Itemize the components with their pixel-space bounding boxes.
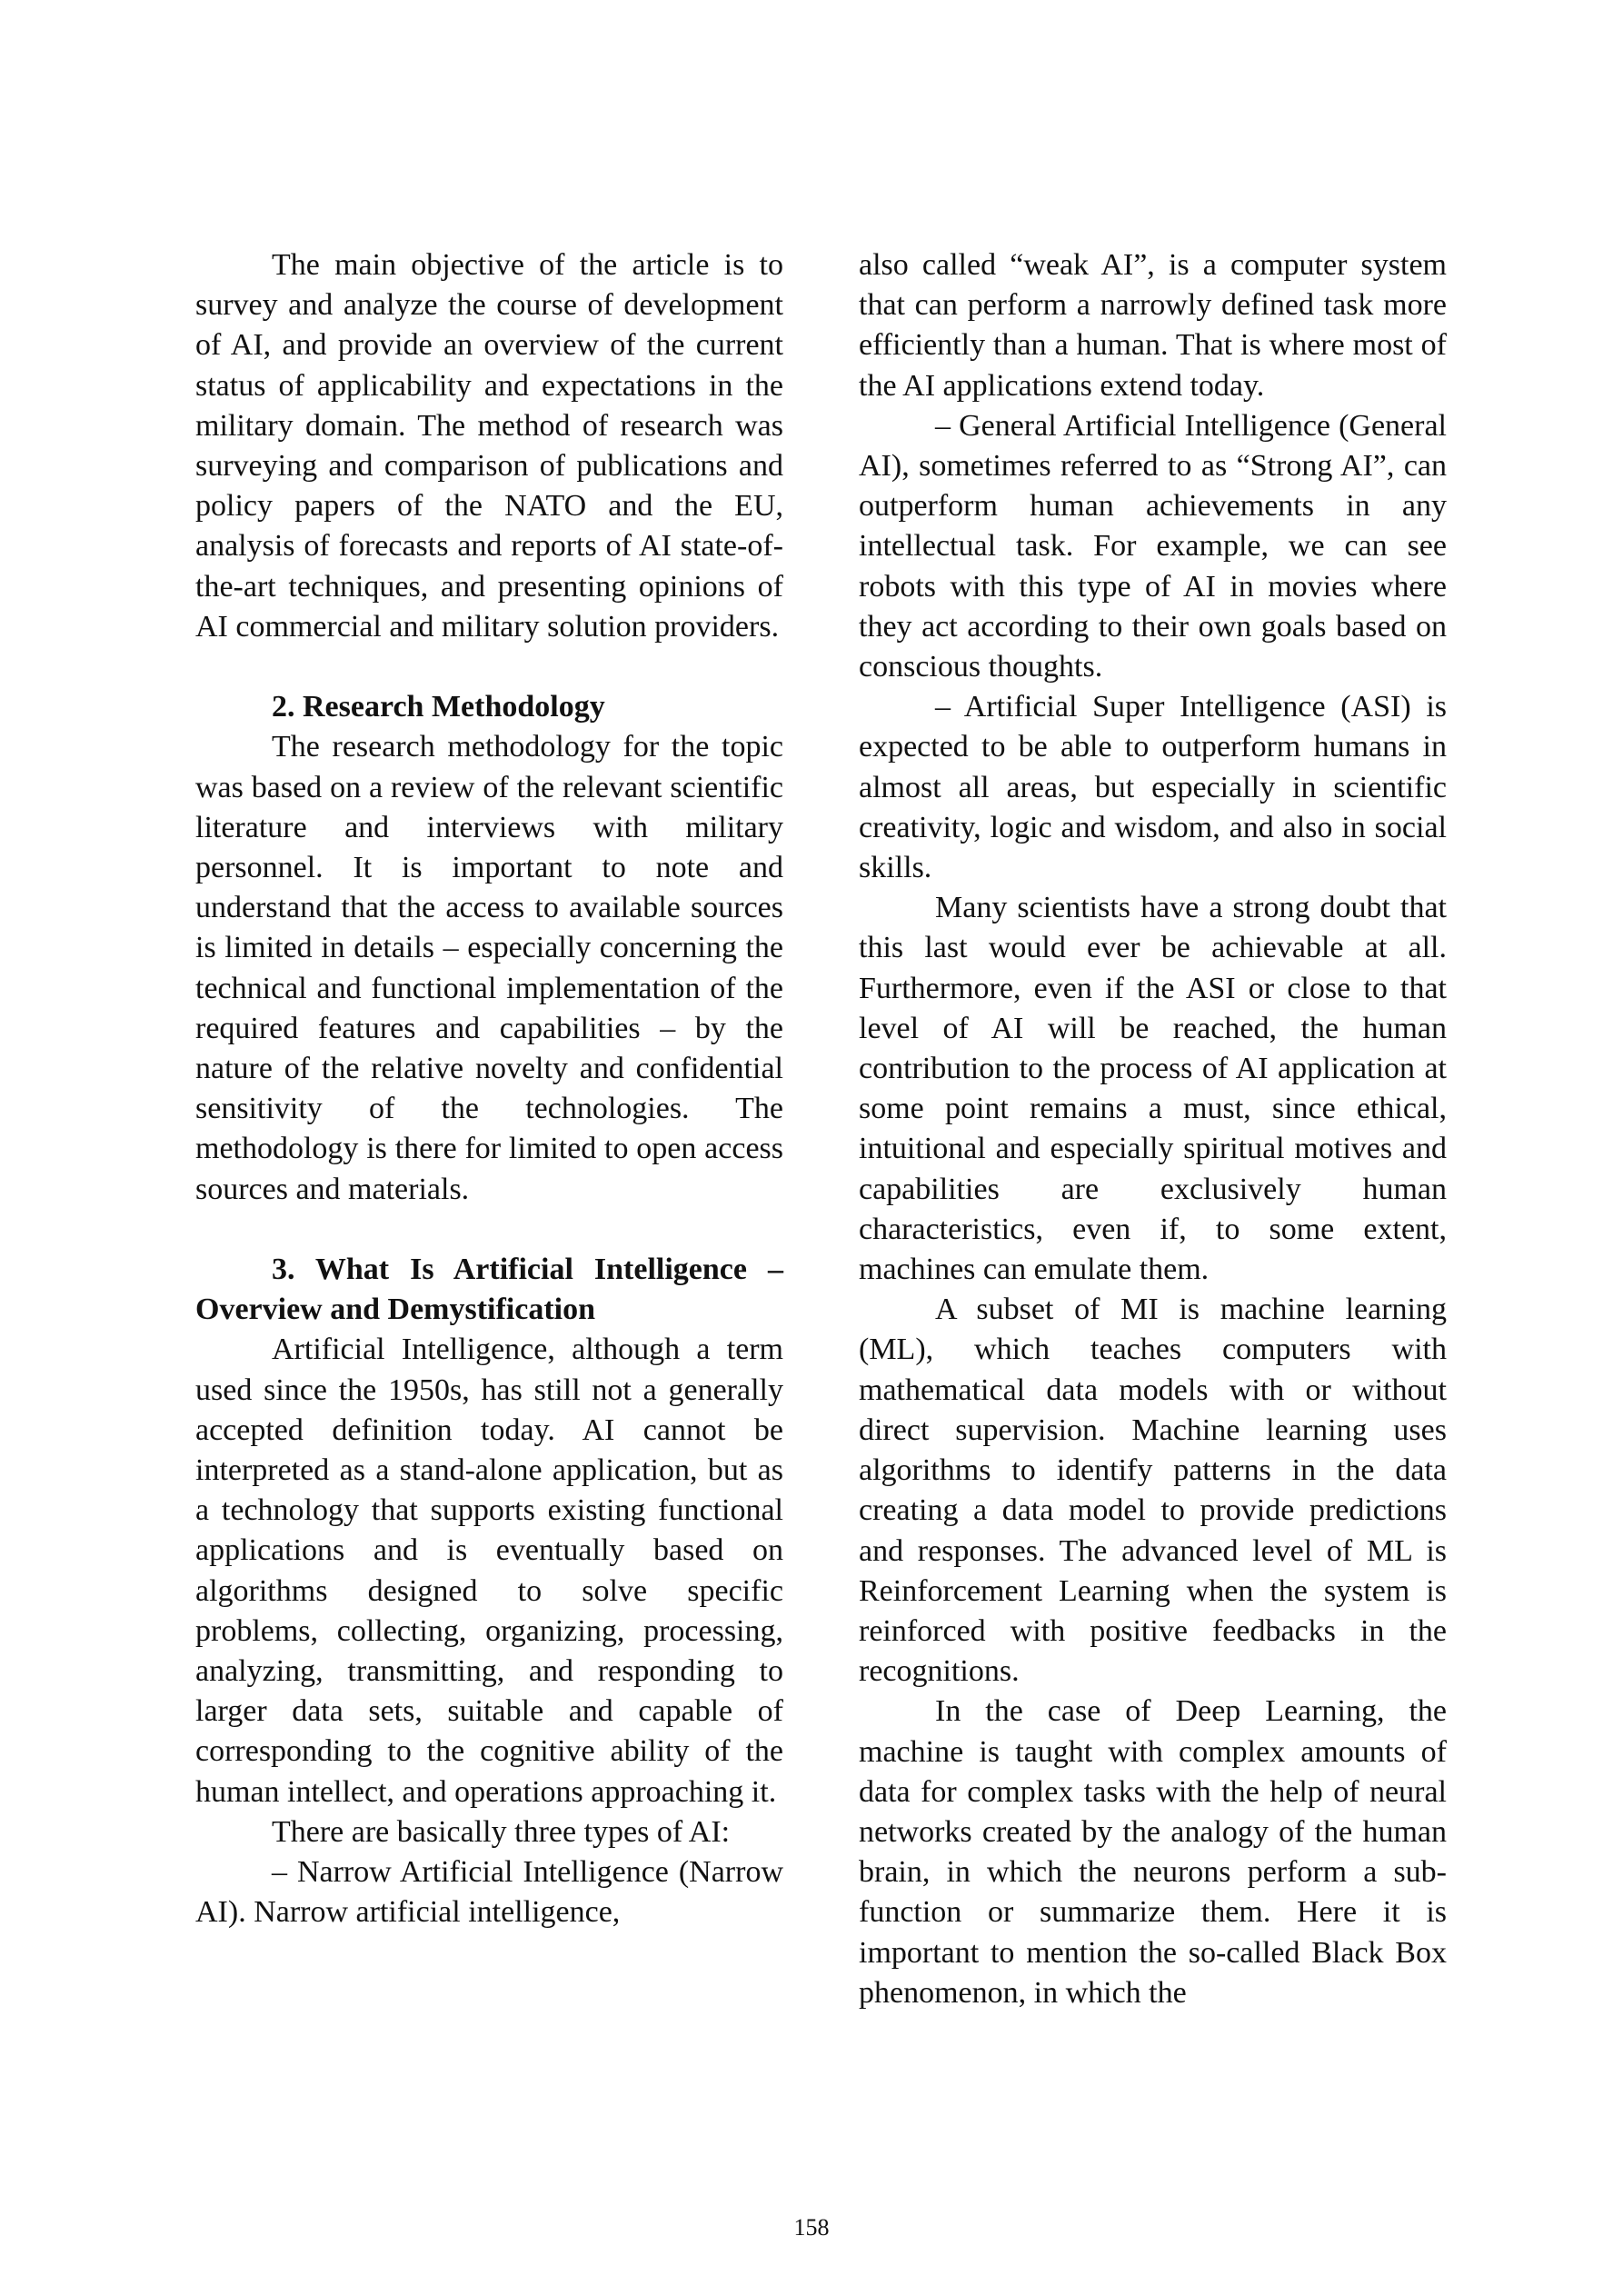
super-ai-paragraph: – Artificial Super Intelligence (ASI) is expected to be able to outperform humans in almost all areas, but especially in scientific creativity, logic and wisdom, and also in social skills. <box>859 690 1447 885</box>
narrow-ai-paragraph: – Narrow Artificial Intelligence (Narrow AI). Narrow artificial intelligence, <box>195 1855 783 1930</box>
section-spacer <box>195 647 783 687</box>
ai-types-intro-paragraph: There are basically three types of AI: <box>272 1814 731 1849</box>
scientists-doubt-paragraph: Many scientists have a strong doubt that this last would ever be achievable at all. Furthermore, even if the ASI or close to that level of AI will be reached, the human contribution to the process of AI application at some point remains a must, since ethical, intuitional and especially spiritual motives and capabilities are exclusively human characteristics, even if, to some extent, machines can emulate them. <box>859 891 1447 1287</box>
section-spacer <box>195 1210 783 1250</box>
general-ai-paragraph: – General Artificial Intelligence (General AI), sometimes referred to as “Strong AI”, can outperform human achievements in any intellectual task. For example, we can see robots with this type of AI in movies where they act according to their own goals based on conscious thoughts. <box>859 408 1447 684</box>
page-number: 158 <box>793 2214 830 2241</box>
ai-definition-paragraph: Artificial Intelligence, although a term used since the 1950s, has still not a generally accepted definition today. AI cannot be interpreted as a stand-alone application, but as a technology that supports existing functional applications and is eventually based on algorithms designed to solve specific problems, collecting, organizing, processing, analyzing, transmitting, and responding to larger data sets, suitable and capable of corresponding to the cognitive ability of the human intellect, and operations approaching it. <box>195 1333 783 1809</box>
right-column <box>859 245 1447 2013</box>
section-heading-research-methodology: 2. Research Methodology <box>272 690 605 724</box>
methodology-paragraph: The research methodology for the topic was based on a review of the relevant scientific literature and interviews with military personnel. It is important to note and understand that the access to available sources is limited in details – especially concerning the technical and functional implementation of the required features and capabilities – by the nature of the relative novelty and confidential sensitivity of the technologies. The methodology is there for limited to open access sources and materials. <box>195 730 783 1206</box>
intro-paragraph: The main objective of the article is to survey and analyze the course of development of AI, and provide an overview of the current status of applicability and expectations in the military domain. The method of research was surveying and comparison of publications and policy papers of the NATO and the EU, analysis of forecasts and reports of AI state-of-the-art techniques, and presenting opinions of AI commercial and military solution providers. <box>195 248 783 644</box>
machine-learning-paragraph: A subset of MI is machine learning (ML), which teaches computers with mathematical data models with or without direct supervision. Machine learning uses algorithms to identify patterns in the data creating a data model to provide predictions and responses. The advanced level of ML is Reinforcement Learning when the system is reinforced with positive feedbacks in the recognitions. <box>859 1293 1447 1689</box>
section-heading-what-is-ai: 3. What Is Artificial Intelligence – Overview and Demystification <box>195 1253 783 1327</box>
deep-learning-paragraph: In the case of Deep Learning, the machine is taught with complex amounts of data for complex tasks with the help of neural networks created by the analogy of the human brain, in which the neurons perform a sub-function or summarize them. Here it is important to mention the so-called Black Box phenomenon, in which the <box>859 1694 1447 2010</box>
left-column <box>195 245 783 1933</box>
narrow-ai-continuation-paragraph: also called “weak AI”, is a computer system that can perform a narrowly defined task more efficiently than a human. That is where most of the AI applications extend today. <box>859 248 1447 403</box>
